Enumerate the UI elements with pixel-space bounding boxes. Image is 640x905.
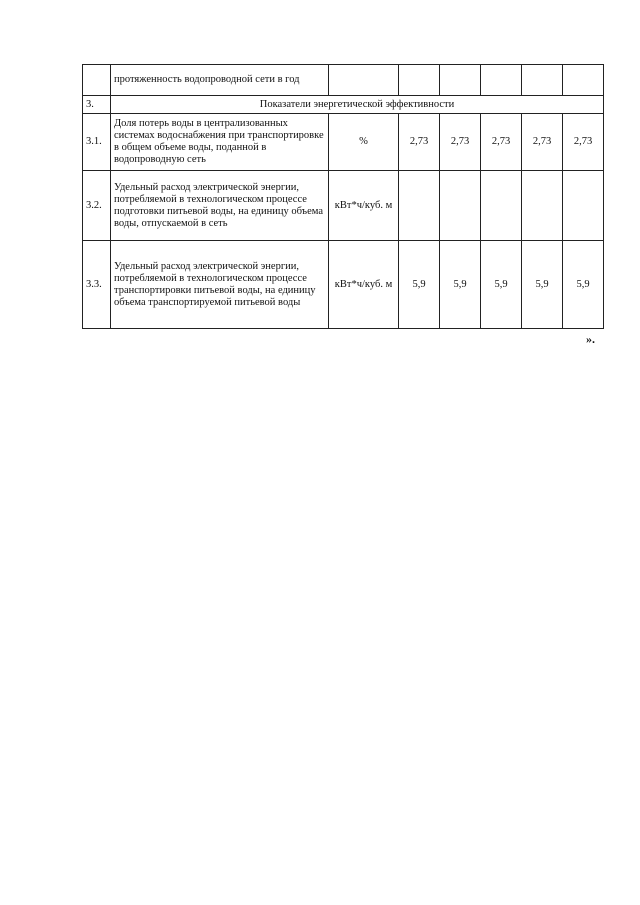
row-value: 5,9: [481, 241, 522, 329]
row-value: [440, 171, 481, 241]
row-name: Доля потерь воды в централизованных системах водоснабжения при транспортировке в общем объеме воды, поданной в водопроводную сеть: [111, 114, 329, 171]
row-value: 5,9: [522, 241, 563, 329]
row-name: Удельный расход электрической энергии, потребляемой в технологическом процессе подготовки питьевой воды, на единицу объема воды, отпускаемой в сеть: [111, 171, 329, 241]
section-num: 3.: [83, 96, 111, 114]
row-value: 2,73: [399, 114, 440, 171]
indicators-table: [82, 64, 604, 329]
row-value: 5,9: [563, 241, 604, 329]
row-value: 2,73: [481, 114, 522, 171]
row-num: 3.3.: [83, 241, 111, 329]
table-row-top: [83, 65, 604, 96]
row-num: 3.2.: [83, 171, 111, 241]
row-name: протяженность водопроводной сети в год: [111, 65, 329, 96]
table-row-section: [83, 96, 604, 114]
row-value: [522, 171, 563, 241]
row-value: 2,73: [440, 114, 481, 171]
row-unit: кВт*ч/куб. м: [329, 241, 399, 329]
row-value: [440, 65, 481, 96]
table-row: [83, 171, 604, 241]
row-num: [83, 65, 111, 96]
row-value: [563, 171, 604, 241]
row-unit: [329, 65, 399, 96]
table-row: [83, 241, 604, 329]
row-value: [399, 65, 440, 96]
closing-quote-mark: ».: [586, 332, 595, 346]
row-value: [481, 65, 522, 96]
row-value: 5,9: [399, 241, 440, 329]
row-value: [563, 65, 604, 96]
row-num: 3.1.: [83, 114, 111, 171]
row-name: Удельный расход электрической энергии, потребляемой в технологическом процессе транспортировки питьевой воды, на единицу объема транспортируемой питьевой воды: [111, 241, 329, 329]
row-value: [481, 171, 522, 241]
row-value: 2,73: [563, 114, 604, 171]
section-title: Показатели энергетической эффективности: [111, 96, 604, 114]
row-value: 2,73: [522, 114, 563, 171]
row-value: [399, 171, 440, 241]
table-row: [83, 114, 604, 171]
row-value: [522, 65, 563, 96]
row-unit: кВт*ч/куб. м: [329, 171, 399, 241]
row-value: 5,9: [440, 241, 481, 329]
row-unit: %: [329, 114, 399, 171]
